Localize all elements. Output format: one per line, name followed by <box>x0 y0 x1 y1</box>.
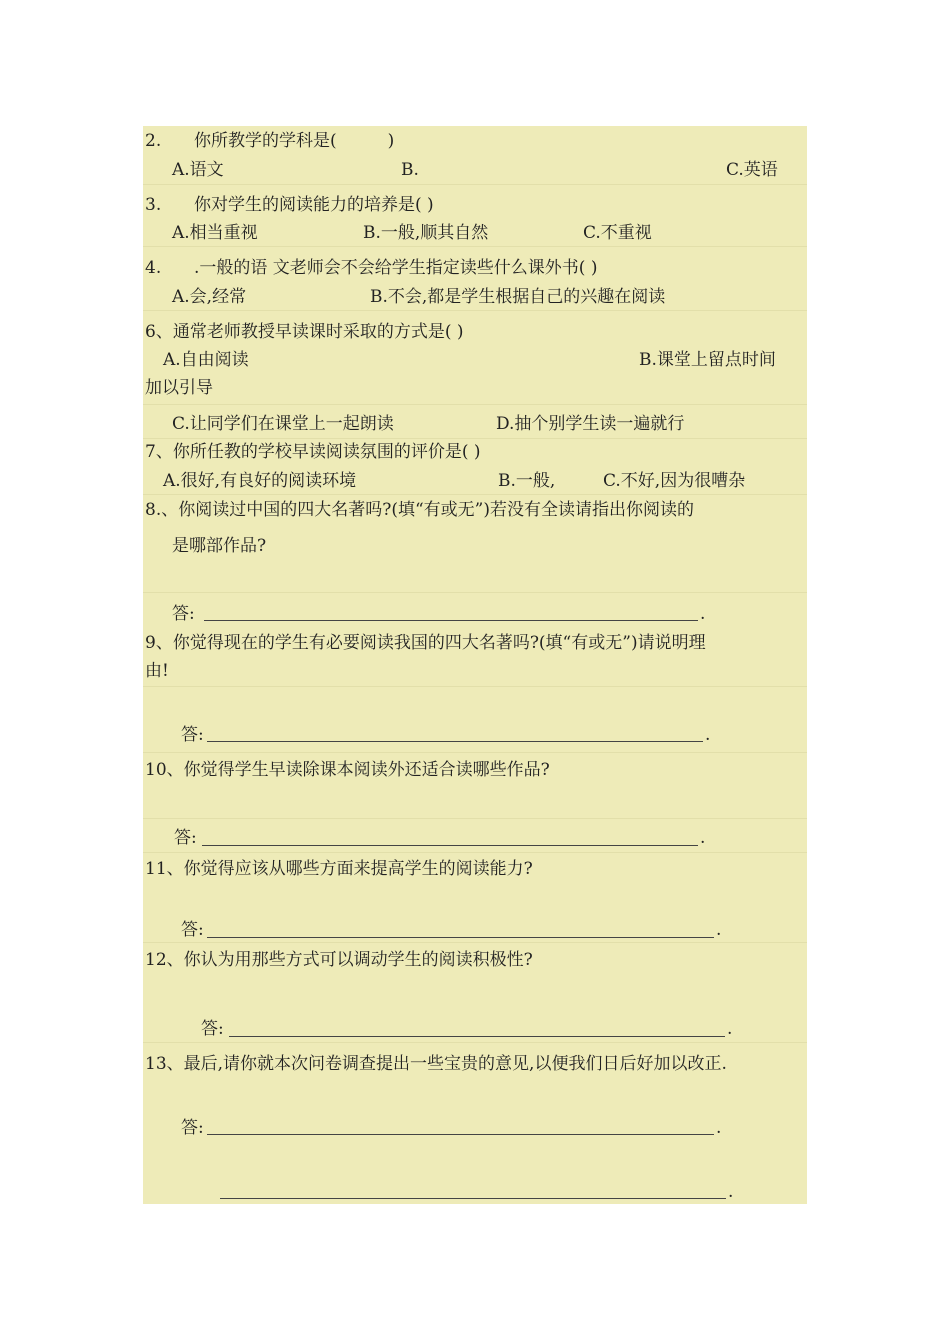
q8-question: 8.、你阅读过中国的四大名著吗?(填“有或无”)若没有全读请指出你阅读的 <box>145 500 694 520</box>
q12-answer-label: 答: <box>201 1019 224 1039</box>
q2-option-b: B. <box>401 160 419 180</box>
q10-question: 10、你觉得学生早读除课本阅读外还适合读哪些作品? <box>145 760 550 780</box>
q4-question: .一般的语 文老师会不会给学生指定读些什么课外书( ) <box>194 258 598 278</box>
q3-number: 3. <box>145 195 162 215</box>
q9-answer-end: . <box>705 725 711 745</box>
q8-answer-line[interactable] <box>204 620 698 621</box>
q13-answer-line[interactable] <box>207 1134 714 1135</box>
q12-answer-line[interactable] <box>229 1036 725 1037</box>
q11-answer-end: . <box>716 920 722 940</box>
q9-question: 9、你觉得现在的学生有必要阅读我国的四大名著吗?(填“有或无”)请说明理 <box>145 633 706 653</box>
q4-number: 4. <box>145 258 162 278</box>
q13-answer-line-2[interactable] <box>220 1198 726 1199</box>
q11-question: 11、你觉得应该从哪些方面来提高学生的阅读能力? <box>145 859 533 879</box>
row-divider <box>143 818 807 819</box>
row-divider <box>143 942 807 943</box>
q13-question: 13、最后,请你就本次问卷调查提出一些宝贵的意见,以便我们日后好加以改正. <box>145 1054 727 1074</box>
q7-option-c: C.不好,因为很嘈杂 <box>603 471 746 491</box>
q2-number: 2. <box>145 131 162 151</box>
q11-answer-label: 答: <box>181 920 204 940</box>
q9-answer-line[interactable] <box>207 741 703 742</box>
row-divider <box>143 752 807 753</box>
q2-option-c: C.英语 <box>726 160 778 180</box>
q3-question: 你对学生的阅读能力的培养是( ) <box>194 195 434 215</box>
q2-question: 你所教学的学科是( ) <box>194 131 395 151</box>
row-divider <box>143 852 807 853</box>
q3-option-c: C.不重视 <box>583 223 652 243</box>
q13-answer-end-2: . <box>728 1182 734 1202</box>
q12-answer-end: . <box>727 1019 733 1039</box>
q13-answer-end: . <box>716 1118 722 1138</box>
q6-option-a: A.自由阅读 <box>163 350 249 370</box>
q4-option-b: B.不会,都是学生根据自己的兴趣在阅读 <box>370 287 666 307</box>
q9-question-continued: 由! <box>145 661 169 681</box>
q10-answer-end: . <box>700 828 706 848</box>
q3-option-b: B.一般,顺其自然 <box>363 223 489 243</box>
row-divider <box>143 404 807 405</box>
q8-question-continued: 是哪部作品? <box>172 536 267 556</box>
q6-option-d: D.抽个别学生读一遍就行 <box>496 414 685 434</box>
row-divider <box>143 1042 807 1043</box>
q6-option-b-continued: 加以引导 <box>145 378 213 398</box>
row-divider <box>143 438 807 439</box>
row-divider <box>143 184 807 185</box>
q11-answer-line[interactable] <box>207 937 714 938</box>
q8-answer-end: . <box>700 604 706 624</box>
q6-option-b: B.课堂上留点时间 <box>639 350 776 370</box>
q6-question: 6、通常老师教授早读课时采取的方式是( ) <box>145 322 464 342</box>
q7-option-b: B.一般, <box>498 471 556 491</box>
row-divider <box>143 592 807 593</box>
q10-answer-label: 答: <box>174 828 197 848</box>
q6-option-c: C.让同学们在课堂上一起朗读 <box>172 414 394 434</box>
q12-question: 12、你认为用那些方式可以调动学生的阅读积极性? <box>145 950 533 970</box>
q7-option-a: A.很好,有良好的阅读环境 <box>163 471 357 491</box>
q8-answer-label: 答: <box>172 604 195 624</box>
q2-option-a: A.语文 <box>172 160 224 180</box>
row-divider <box>143 246 807 247</box>
row-divider <box>143 686 807 687</box>
row-divider <box>143 310 807 311</box>
row-divider <box>143 494 807 495</box>
q7-question: 7、你所任教的学校早读阅读氛围的评价是( ) <box>145 442 481 462</box>
q3-option-a: A.相当重视 <box>172 223 258 243</box>
q13-answer-label: 答: <box>181 1118 204 1138</box>
q9-answer-label: 答: <box>181 725 204 745</box>
q10-answer-line[interactable] <box>202 845 698 846</box>
q4-option-a: A.会,经常 <box>172 287 247 307</box>
